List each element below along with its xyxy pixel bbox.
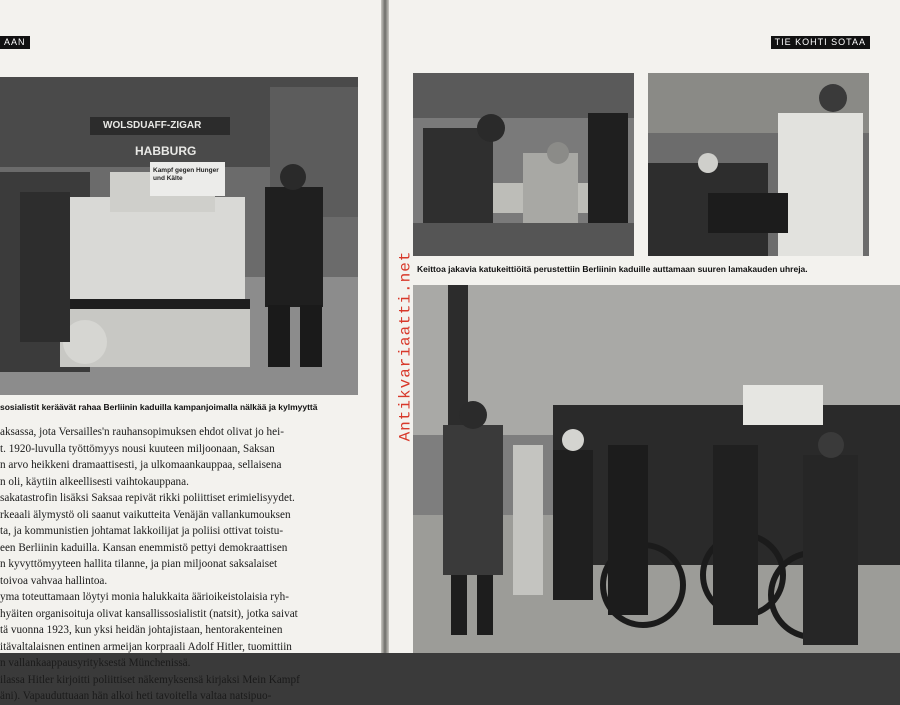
body-line: n oli, käytiin alkeellisesti vaihtokauppana. (0, 475, 189, 488)
body-line: toivoa vahvaa hallintoa. (0, 574, 108, 587)
soup-kitchen-photo-right (648, 73, 869, 256)
book-gutter (381, 0, 389, 653)
body-line: tä vuonna 1923, kun yksi heidän johtajistaan, hentorakenteinen (0, 624, 283, 636)
street-campaign-photo (0, 77, 358, 395)
body-line: n kyvyttömyyteen hallita tilanne, ja pian miljoonat saksalaiset (0, 558, 278, 570)
body-line: ilassa Hitler kirjoitti poliittiset näkemyksensä kirjaksi Mein Kampf (0, 673, 300, 686)
body-line: t. 1920-luvulla työttömyys nousi kuuteen miljoonaan, Saksan (0, 442, 275, 455)
running-head-left: AAN (0, 36, 30, 49)
street-crowd-cart-photo (413, 285, 900, 653)
left-photo-caption: sosialistit keräävät rahaa Berliinin kaduilla kampanjoimalla nälkää ja kylmyyttä (0, 402, 318, 412)
body-line: hyäiten organisoituja olivat kansallissosialistit (natsit), jotka saivat (0, 607, 298, 620)
left-page (0, 0, 381, 702)
body-line: aksassa, jota Versailles'n rauhansopimuksen ehdot olivat jo hei- (0, 426, 284, 438)
body-line: n vallankaappausyrityksestä Münchenissä. (0, 657, 191, 669)
body-text (0, 424, 330, 705)
body-line: n arvo heikkeni dramaattisesti, ja ulkomaankauppaa, sellaisena (0, 459, 282, 471)
shop-sign-text: WOLSDUAFF-ZIGAR (103, 120, 202, 131)
watermark (390, 246, 420, 446)
body-line: een Berliinin kaduilla. Kansan enemmistö pettyi demokraattisen (0, 541, 288, 554)
body-line: rkeaali älymystö oli saanut vaikutteita Venäjän vallankumouksen (0, 508, 291, 521)
shop-sign-text: HABBURG (135, 144, 197, 158)
body-line: yma toteuttamaan löytyi monia halukkaita äärioikeistolaisia ryh- (0, 591, 289, 603)
running-head-right: TIE KOHTI SOTAA (771, 36, 870, 49)
body-line: sakatastrofin lisäksi Saksaa repivät rikki poliittiset erimielisyydet. (0, 492, 295, 504)
watermark-text: Antikvariaatti.net (396, 250, 415, 442)
soup-kitchen-photo-left (413, 73, 634, 256)
banner-text: Kampf gegen Hunger und Kälte (153, 167, 219, 182)
body-line: ta, ja kommunistien johtamat lakkoilijat ja poliisi ottivat toistu- (0, 525, 284, 537)
body-line: itävaltalaisnen entinen armeijan korpraali Adolf Hitler, tuomittiin (0, 640, 292, 653)
body-line: äni). Vapauduttuaan hän alkoi heti tavoitella valtaa natsipuo- (0, 690, 272, 702)
right-page (389, 0, 900, 653)
soup-kitchen-caption: Keittoa jakavia katukeittiöitä perustettiin Berliinin kaduille auttamaan suuren lamakauden uhreja. (417, 264, 808, 274)
